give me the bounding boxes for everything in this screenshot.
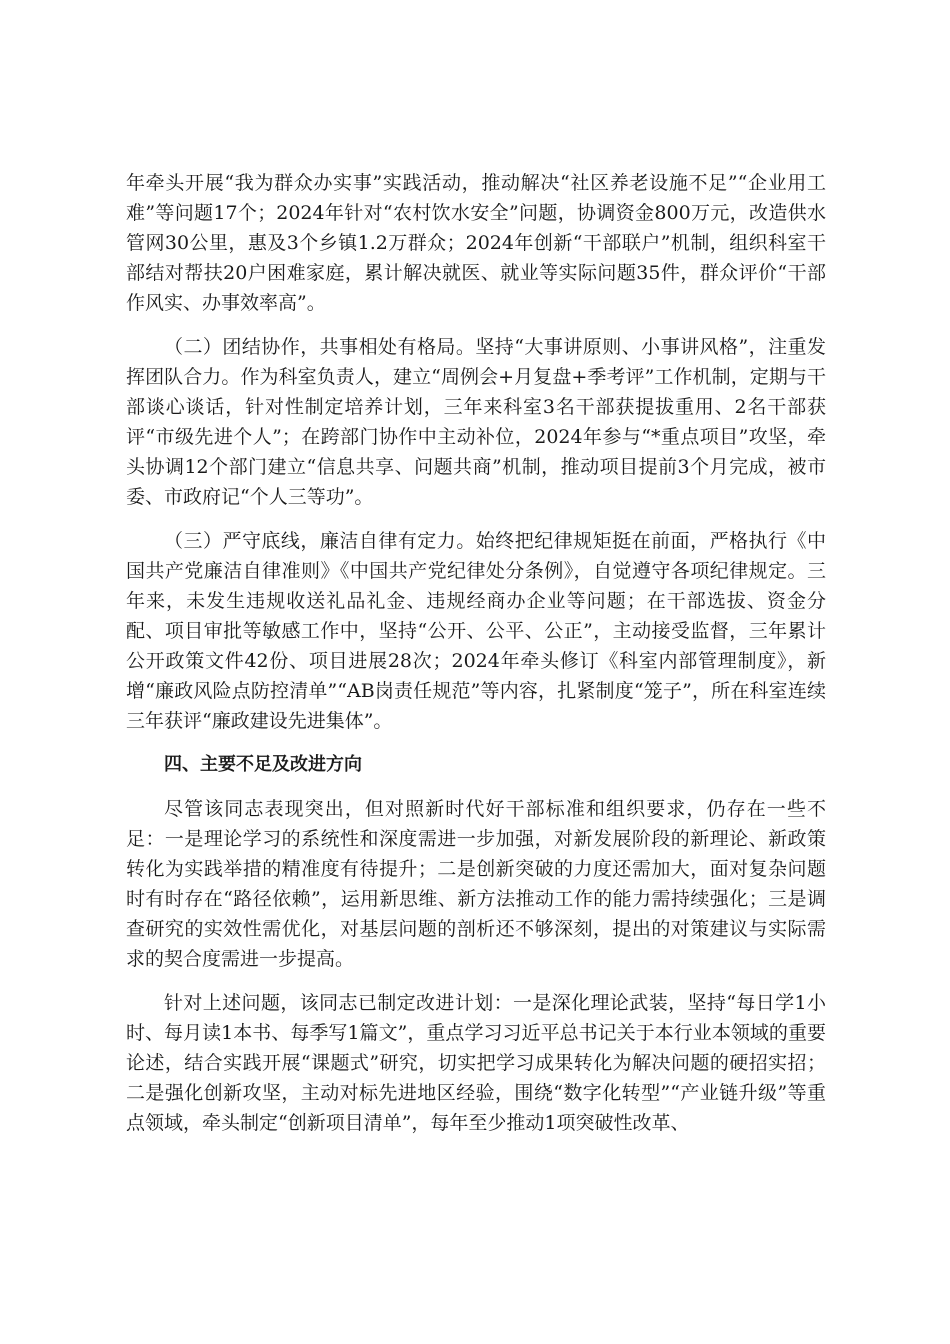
section-heading-shortcomings: 四、主要不足及改进方向 [164,754,362,775]
paragraph-improvement-plan: 针对上述问题，该同志已制定改进计划：一是深化理论武装，坚持“每日学1小时、每月读1本书、每季写1篇文”，重点学习习近平总书记关于本行业本领域的重要论述，结合实践开展“课题式”研究，切实把学习成果转化为解决问题的硬招实招；二是强化创新攻坚，主动对标先进地区经验，围绕“数字化转型”“产业链升级”等重点领域，牵头制定“创新项目清单”，每年至少推动1项突破性改革、 [126,992,826,1134]
document-body [126,168,826,1152]
paragraph-integrity-discipline: （三）严守底线，廉洁自律有定力。始终把纪律规矩挺在前面，严格执行《中国共产党廉洁自律准则》《中国共产党纪律处分条例》，自觉遵守各项纪律规定。三年来，未发生违规收送礼品礼金、违规经商办企业等问题；在干部选拔、资金分配、项目审批等敏感工作中，坚持“公开、公平、公正”，主动接受监督，三年累计公开政策文件42份、项目进展28次；2024年牵头修订《科室内部管理制度》，新增“廉政风险点防控清单”“AB岗责任规范”等内容，扎紧制度“笼子”，所在科室连续三年获评“廉政建设先进集体”。 [126,530,826,732]
paragraph-continuation: 年牵头开展“我为群众办实事”实践活动，推动解决“社区养老设施不足”“企业用工难”等问题17个；2024年针对“农村饮水安全”问题，协调资金800万元，改造供水管网30公里，惠及3个乡镇1.2万群众；2024年创新“干部联户”机制，组织科室干部结对帮扶20户困难家庭，累计解决就医、就业等实际问题35件，群众评价“干部作风实、办事效率高”。 [126,172,826,314]
paragraph-shortcomings: 尽管该同志表现突出，但对照新时代好干部标准和组织要求，仍存在一些不足：一是理论学习的系统性和深度需进一步加强，对新发展阶段的新理论、新政策转化为实践举措的精准度有待提升；二是创新突破的力度还需加大，面对复杂问题时有时存在“路径依赖”，运用新思维、新方法推动工作的能力需持续强化；三是调查研究的实效性需优化，对基层问题的剖析还不够深刻，提出的对策建议与实际需求的契合度需进一步提高。 [126,798,826,970]
paragraph-unity-cooperation: （二）团结协作，共事相处有格局。坚持“大事讲原则、小事讲风格”，注重发挥团队合力。作为科室负责人，建立“周例会+月复盘+季考评”工作机制，定期与干部谈心谈话，针对性制定培养计划，三年来科室3名干部获提拔重用、2名干部获评“市级先进个人”；在跨部门协作中主动补位，2024年参与“*重点项目”攻坚，牵头协调12个部门建立“信息共享、问题共商”机制，推动项目提前3个月完成，被市委、市政府记“个人三等功”。 [126,336,826,508]
